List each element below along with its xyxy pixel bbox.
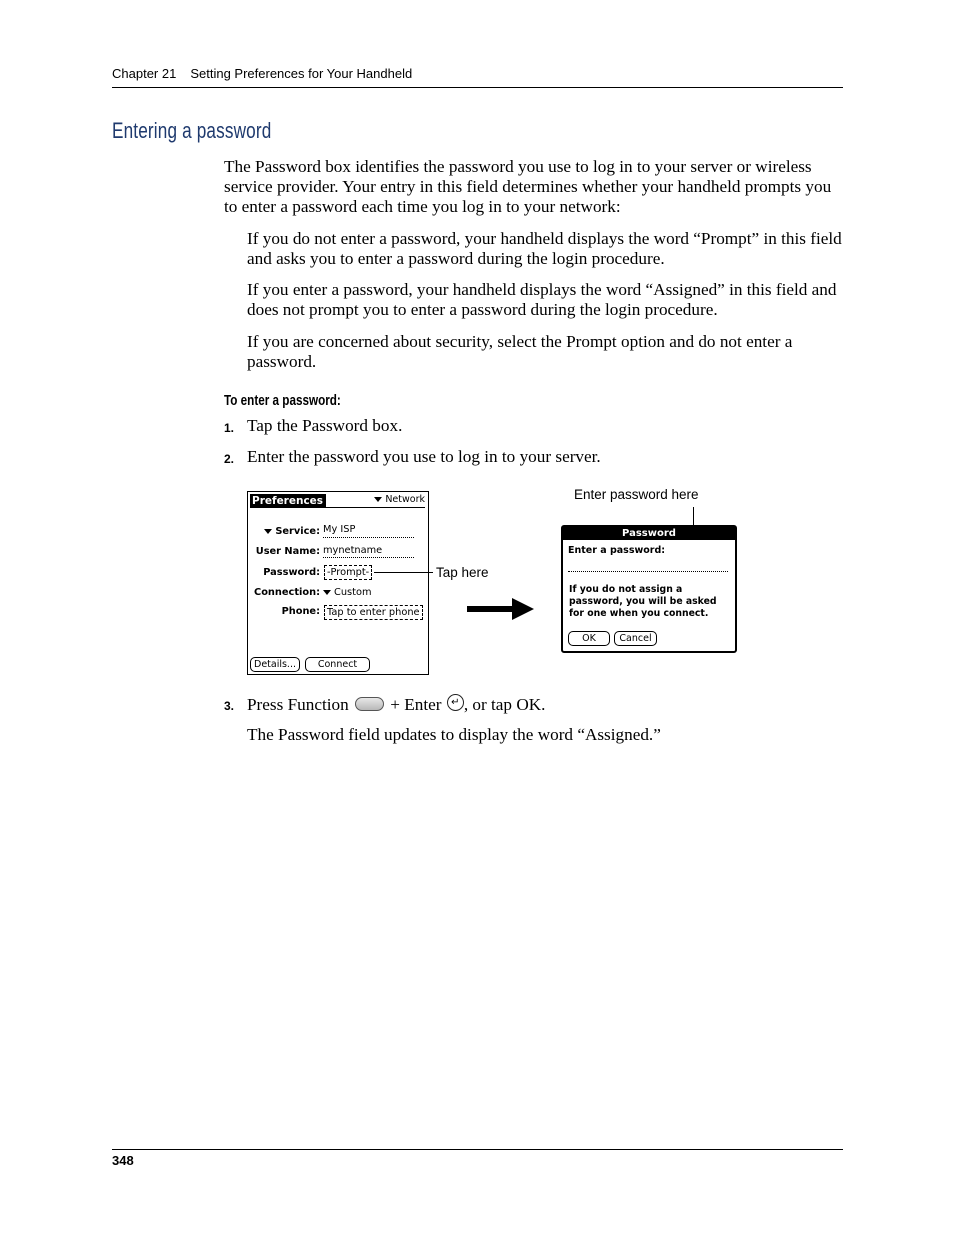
username-field-line [323,557,414,558]
point-paragraph-prompt: If you do not enter a password, your handheld displays the word “Prompt” in this field and asks you to enter a password during the login procedure. [247,229,842,268]
result-text: The Password field updates to display the word “Assigned.” [247,725,661,744]
step-number: 3. [224,699,235,713]
title-rule [250,507,425,508]
chapter-title: Setting Preferences for Your Handheld [190,66,413,81]
callout-enter-password: Enter password here [574,487,699,502]
password-box[interactable]: -Prompt- [324,565,372,580]
ok-button[interactable]: OK [568,631,610,646]
screen-title: Preferences [250,494,326,508]
dropdown-triangle-icon [374,497,382,502]
step-text-press: Press Function [247,695,349,714]
chapter-number: Chapter 21 [112,66,177,81]
step-text-tap-ok: , or tap OK. [463,695,546,714]
point-paragraph-security: If you are concerned about security, select the Prompt option and do not enter a password. [247,332,793,371]
section-title: Entering a password [112,118,272,143]
running-head [112,66,412,81]
callout-tap-here: Tap here [436,565,489,580]
connect-button[interactable]: Connect [305,657,370,672]
dialog-message: If you do not assign a password, you will be asked for one when you connect. [569,584,717,619]
callout-line-tap [374,572,433,573]
function-key-icon [355,697,384,711]
step-text: Enter the password you use to log in to your server. [247,447,601,466]
page-number: 348 [112,1153,134,1168]
dropdown-triangle-icon [264,529,272,534]
phone-label: Phone: [281,606,320,617]
service-value[interactable]: My ISP [323,524,356,535]
enter-key-icon: ↵ [447,694,464,711]
step-text-enter: + Enter [390,695,442,714]
dialog-title: Password [563,527,735,540]
step-number: 1. [224,421,235,435]
preferences-screen [247,491,429,675]
password-dialog [561,525,737,653]
connection-label: Connection: [254,587,320,598]
service-field-line [323,537,414,538]
service-label: Service: [264,526,320,537]
header-rule [112,87,843,88]
step-number: 2. [224,452,235,466]
step-text [247,694,545,715]
intro-paragraph: The Password box identifies the password you use to log in to your server or wireless service provider. Your entry in this field determines whether your handheld prompts you to enter a password each time you log in to your network: [224,157,832,216]
category-label: Network [385,494,425,505]
procedure-heading: To enter a password: [224,392,341,409]
dialog-prompt: Enter a password: [568,545,666,556]
cancel-button[interactable]: Cancel [614,631,657,646]
point-paragraph-assigned: If you enter a password, your handheld displays the word “Assigned” in this field and does not prompt you to enter a password during the login procedure. [247,280,837,319]
password-label: Password: [263,567,320,578]
phone-box[interactable]: Tap to enter phone [324,605,423,620]
dropdown-triangle-icon [323,590,331,595]
password-entry-line[interactable] [568,571,728,572]
connection-picker[interactable]: Custom [323,587,372,598]
username-label: User Name: [255,546,320,557]
category-picker[interactable] [374,494,425,505]
username-value[interactable]: mynetname [323,545,383,556]
step-text: Tap the Password box. [247,416,403,435]
footer-rule [112,1149,843,1150]
details-button[interactable]: Details... [250,657,300,672]
